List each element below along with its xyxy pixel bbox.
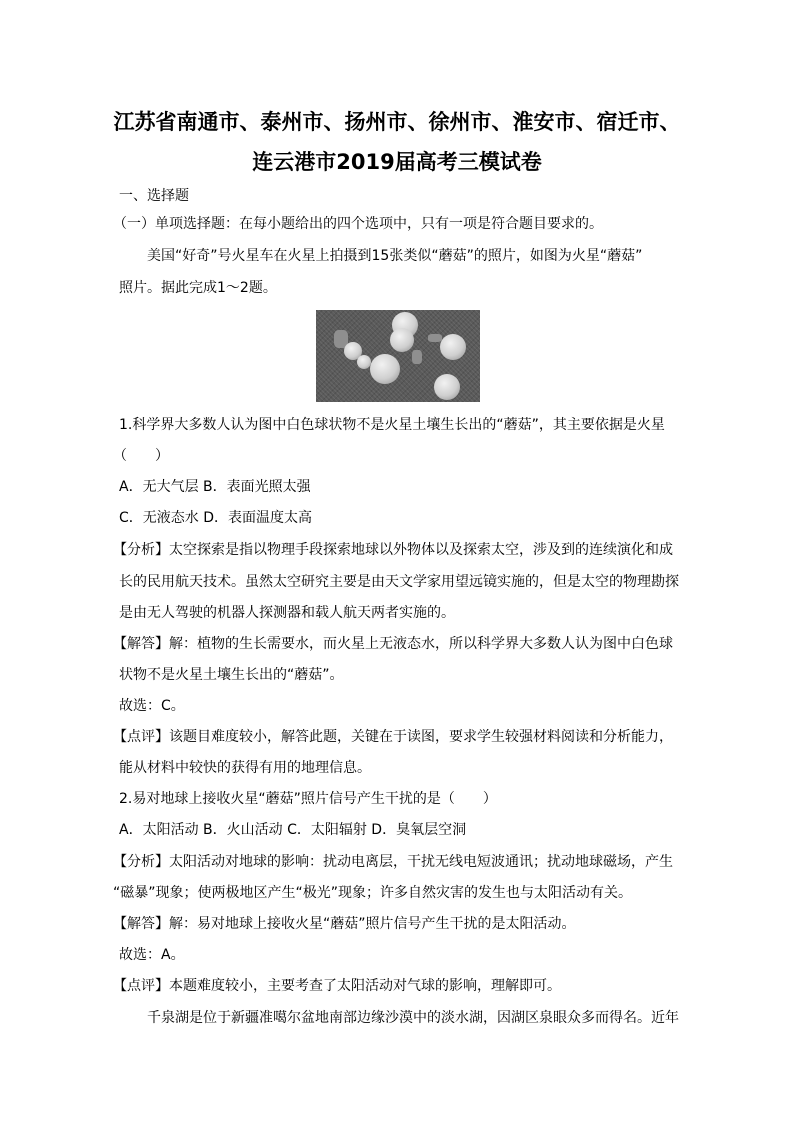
question-2-stem: 2.易对地球上接收火星“蘑菇”照片信号产生干扰的是（ ） <box>119 791 497 807</box>
question-1-solution-line-2: 状物不是火星土壤生长出的“蘑菇”。 <box>119 667 344 683</box>
question-2-analysis-line-2: “磁暴”现象；使两极地区产生“极光”现象；许多自然灾害的发生也与太阳活动有关。 <box>113 885 633 901</box>
question-1-stem-line-1: 1.科学界大多数人认为图中白色球状物不是火星土壤生长出的“蘑菇”，其主要依据是火星 <box>119 417 665 433</box>
question-1-comment-line-2: 能从材料中较快的获得有用的地理信息。 <box>119 760 371 776</box>
question-1-solution-line-1: 【解答】解：植物的生长需要水，而火星上无液态水，所以科学界大多数人认为图中白色球 <box>113 636 673 652</box>
exam-title-line-1: 江苏省南通市、泰州市、扬州市、徐州市、淮安市、宿迁市、 <box>113 110 681 134</box>
intro-paragraph-line-1: 美国“好奇”号火星车在火星上拍摄到15张类似“蘑菇”的照片，如图为火星“蘑菇” <box>147 248 643 264</box>
section-heading: 一、选择题 <box>119 188 189 204</box>
question-2-analysis-line-1: 【分析】太阳活动对地球的影响：扰动电离层，干扰无线电短波通讯；扰动地球磁场，产生 <box>113 854 673 870</box>
question-1-analysis-line-1: 【分析】太空探索是指以物理手段探索地球以外物体以及探索太空，涉及到的连续演化和成 <box>113 542 673 558</box>
mars-mushroom-photo <box>316 310 480 402</box>
next-passage-line-1: 千泉湖是位于新疆准噶尔盆地南部边缘沙漠中的淡水湖，因湖区泉眼众多而得名。近年 <box>147 1010 679 1026</box>
exam-title-line-2: 连云港市2019届高考三模试卷 <box>252 150 542 174</box>
question-1-answer-blank: （ ） <box>113 448 169 464</box>
question-2-solution: 【解答】解：易对地球上接收火星“蘑菇”照片信号产生干扰的是太阳活动。 <box>113 916 576 932</box>
question-2-options: A．太阳活动 B．火山活动 C．太阳辐射 D．臭氧层空洞 <box>119 822 467 838</box>
question-1-analysis-line-2: 长的民用航天技术。虽然太空研究主要是由天文学家用望远镜实施的，但是太空的物理勘探 <box>119 574 679 590</box>
question-1-options-ab: A．无大气层 B．表面光照太强 <box>119 479 311 495</box>
subsection-heading: （一）单项选择题：在每小题给出的四个选项中，只有一项是符合题目要求的。 <box>113 216 603 232</box>
question-2-choice: 故选：A。 <box>119 947 185 963</box>
intro-paragraph-line-2: 照片。据此完成1～2题。 <box>119 280 277 296</box>
question-1-choice: 故选：C。 <box>119 698 185 714</box>
question-1-options-cd: C．无液态水 D．表面温度太高 <box>119 510 313 526</box>
question-1-comment-line-1: 【点评】该题目难度较小，解答此题，关键在于读图，要求学生较强材料阅读和分析能力， <box>113 729 673 745</box>
question-1-analysis-line-3: 是由无人驾驶的机器人探测器和载人航天两者实施的。 <box>119 605 455 621</box>
question-2-comment: 【点评】本题难度较小，主要考查了太阳活动对气球的影响，理解即可。 <box>113 978 561 994</box>
